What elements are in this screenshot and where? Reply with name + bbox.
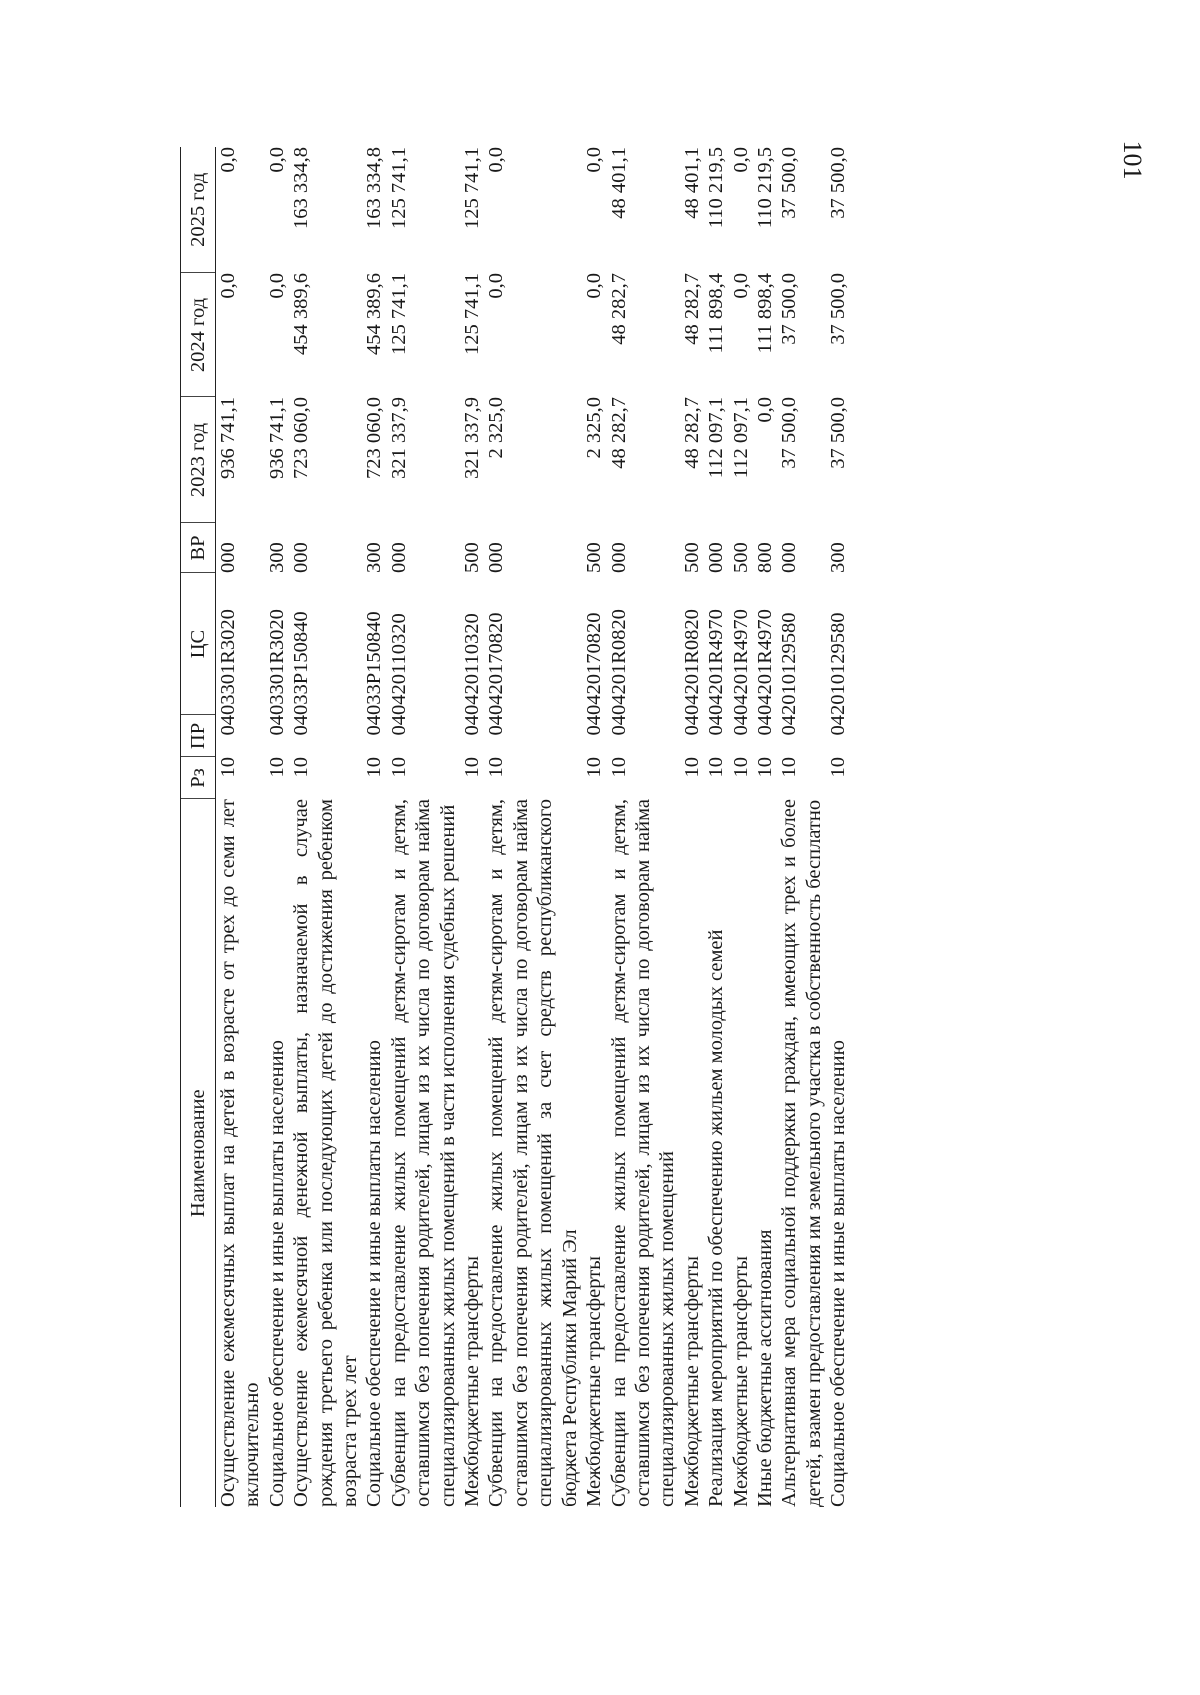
row-vr: 300 [827,542,850,573]
row-2024: 454 389,6 [363,273,386,355]
row-cs: 04201R4970 [753,609,776,715]
row-pr: 04 [607,715,630,736]
row-2023: 936 741,1 [217,397,239,479]
row-2024: 48 282,7 [607,273,630,345]
row-pr: 04 [363,715,386,736]
row-name: Социальное обеспечение и иные выплаты населению [363,1040,386,1507]
table-row [680,147,704,1507]
row-cs: 0420170820 [583,612,606,715]
header-pr: ПР [181,715,216,757]
row-2025: 0,0 [265,147,288,173]
row-2024: 111 898,4 [753,273,776,354]
row-vr: 500 [680,542,703,573]
row-name: Реализация мероприятий по обеспечению жильем молодых семей [705,929,728,1507]
row-2025: 163 334,8 [363,147,386,229]
row-cs: 033P150840 [363,611,386,715]
row-2024: 37 500,0 [827,273,850,345]
row-vr: 300 [363,542,386,573]
row-name: Межбюджетные трансферты [729,1256,752,1507]
row-pr: 04 [753,715,776,736]
row-2025: 0,0 [217,147,239,173]
row-rz: 10 [461,757,484,778]
row-cs: 2010129580 [778,612,801,715]
row-cs: 2010129580 [827,612,850,715]
table-row [729,147,753,1507]
table-row [484,147,582,1507]
row-2025: 0,0 [583,147,606,173]
row-2024: 48 282,7 [680,273,703,345]
row-cs: 0420110320 [461,613,484,715]
row-vr: 300 [265,542,288,573]
header-vr: ВР [181,523,216,573]
row-cs: 04201R4970 [705,609,728,715]
row-cs: 033P150840 [290,611,313,715]
row-rz: 10 [583,757,606,778]
row-2025: 37 500,0 [827,147,850,219]
row-rz: 10 [217,757,239,778]
row-2024: 125 741,1 [461,273,484,355]
row-pr: 04 [729,715,752,736]
header-rz: Рз [181,757,216,799]
row-2023: 2 325,0 [583,397,606,459]
row-vr: 000 [387,542,410,573]
table-row [582,147,606,1507]
row-rz: 10 [778,757,801,778]
row-2023: 321 337,9 [461,397,484,479]
row-rz: 10 [607,757,630,778]
row-2024: 37 500,0 [778,273,801,345]
row-2023: 48 282,7 [680,397,703,469]
row-2023: 321 337,9 [387,397,410,479]
header-name: Наименование [181,799,216,1507]
row-name: Субвенции на предоставление жилых помещений детям-сиротам и детям, оставшимся без попечения родителей, лицам из их числа по договорам найма специализированных жилых помещений в части исполнения судебных решений [387,799,459,1507]
row-2024: 0,0 [485,273,508,299]
row-cs: 0420170820 [485,612,508,715]
row-name: Социальное обеспечение и иные выплаты населению [265,1040,288,1507]
header-2024: 2024 год [181,273,216,397]
row-2023: 723 060,0 [290,397,313,479]
table-body [216,147,851,1507]
row-name: Межбюджетные трансферты [461,1256,484,1507]
budget-table [180,147,851,1507]
row-2025: 110 219,5 [705,147,728,229]
row-vr: 000 [778,542,801,573]
row-2025: 37 500,0 [778,147,801,219]
row-pr: 04 [387,715,410,736]
row-pr: 04 [778,715,801,736]
row-name: Субвенции на предоставление жилых помещений детям-сиротам и детям, оставшимся без попечения родителей, лицам из их числа по договорам найма специализированных жилых помещений [607,799,679,1507]
row-pr: 04 [461,715,484,736]
row-rz: 10 [827,757,850,778]
table-row [460,147,484,1507]
row-pr: 04 [583,715,606,736]
row-2024: 0,0 [583,273,606,299]
row-cs: 03301R3020 [217,609,239,715]
table-header-row [181,147,216,1507]
row-name: Иные бюджетные ассигнования [753,1229,776,1507]
table-row [289,147,362,1507]
row-vr: 800 [753,542,776,573]
row-vr: 500 [729,542,752,573]
row-pr: 04 [705,715,728,736]
row-2025: 48 401,1 [607,147,630,219]
row-pr: 04 [217,715,239,736]
row-rz: 10 [290,757,313,778]
row-2023: 2 325,0 [485,397,508,459]
row-rz: 10 [729,757,752,778]
row-vr: 000 [217,542,239,573]
row-name: Субвенции на предоставление жилых помещений детям-сиротам и детям, оставшимся без попечения родителей, лицам из их числа по договорам найма специализированных жилых помещений за счет средств республиканского бюджета Республики Марий Эл [485,799,581,1507]
row-name: Альтернативная мера социальной поддержки граждан, имеющих трех и более детей, взамен предоставления им земельного участка в собственность бесплатно [778,799,825,1507]
row-name: Социальное обеспечение и иные выплаты населению [827,1040,850,1507]
row-2025: 0,0 [485,147,508,173]
row-vr: 000 [290,542,313,573]
row-pr: 04 [290,715,313,736]
row-vr: 500 [583,542,606,573]
row-vr: 000 [607,542,630,573]
row-2024: 0,0 [217,273,239,299]
row-2024: 0,0 [729,273,752,299]
row-pr: 04 [827,715,850,736]
table-row [753,147,777,1507]
row-rz: 10 [705,757,728,778]
row-rz: 10 [387,757,410,778]
page-number: 101 [1118,140,1147,180]
row-rz: 10 [363,757,386,778]
row-2023: 112 097,1 [705,397,728,479]
table-row [607,147,680,1507]
header-2025: 2025 год [181,147,216,273]
row-rz: 10 [680,757,703,778]
row-vr: 500 [461,542,484,573]
row-pr: 04 [680,715,703,736]
row-2023: 48 282,7 [607,397,630,469]
row-2023: 0,0 [753,397,776,423]
table-row [387,147,460,1507]
rotated-page-content [180,147,1180,1507]
table-row [704,147,728,1507]
row-name: Осуществление ежемесячных выплат на детей в возрасте от трех до семи лет включительно [217,799,264,1507]
row-name: Межбюджетные трансферты [583,1256,606,1507]
table-row [362,147,386,1507]
row-2024: 125 741,1 [387,273,410,355]
table-row [777,147,826,1507]
row-2023: 723 060,0 [363,397,386,479]
table-row [216,147,265,1507]
table-row [826,147,850,1507]
header-cs: ЦС [181,573,216,715]
row-rz: 10 [753,757,776,778]
row-2025: 125 741,1 [461,147,484,229]
row-name: Межбюджетные трансферты [680,1256,703,1507]
row-rz: 10 [485,757,508,778]
row-2025: 110 219,5 [753,147,776,229]
row-2025: 48 401,1 [680,147,703,219]
row-2024: 111 898,4 [705,273,728,354]
row-cs: 04201R0820 [607,609,630,715]
row-vr: 000 [705,542,728,573]
row-cs: 04201R4970 [729,609,752,715]
row-vr: 000 [485,542,508,573]
row-2025: 0,0 [729,147,752,173]
row-2023: 936 741,1 [265,397,288,479]
row-cs: 04201R0820 [680,609,703,715]
row-pr: 04 [485,715,508,736]
row-2025: 125 741,1 [387,147,410,229]
row-2023: 37 500,0 [778,397,801,469]
row-pr: 04 [265,715,288,736]
row-cs: 0420110320 [387,613,410,715]
header-2023: 2023 год [181,397,216,523]
table-row [265,147,289,1507]
row-rz: 10 [265,757,288,778]
row-cs: 03301R3020 [265,609,288,715]
row-2023: 37 500,0 [827,397,850,469]
row-2025: 163 334,8 [290,147,313,229]
row-2024: 454 389,6 [290,273,313,355]
row-2023: 112 097,1 [729,397,752,479]
row-name: Осуществление ежемесячной денежной выплаты, назначаемой в случае рождения третьего ребенка или последующих детей до достижения ребенком возраста трех лет [290,799,362,1507]
row-2024: 0,0 [265,273,288,299]
